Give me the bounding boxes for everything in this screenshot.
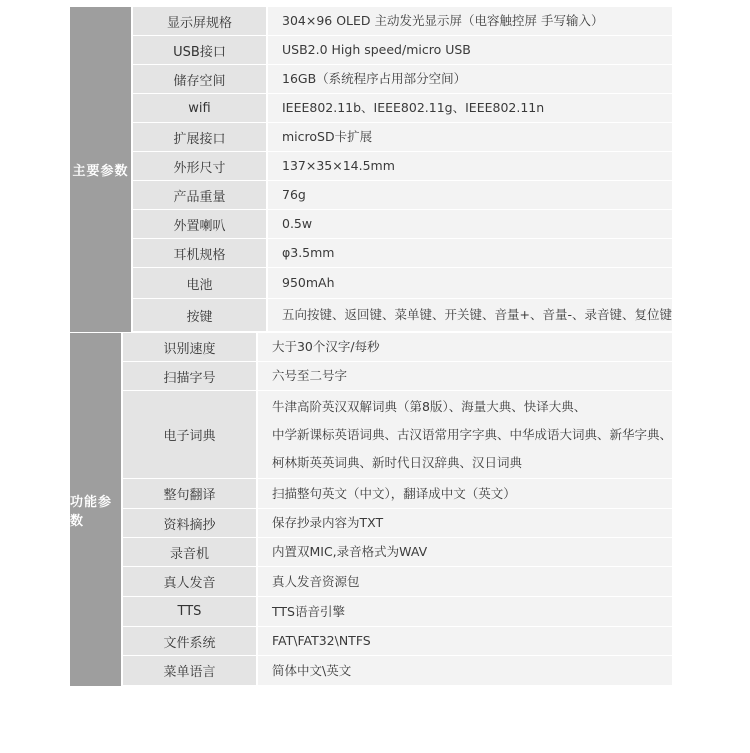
section-label: 主要参数 xyxy=(70,7,133,332)
spec-row-human-voice xyxy=(123,567,672,597)
spec-name: 按键 xyxy=(133,299,268,331)
spec-value xyxy=(268,210,672,238)
spec-value-line: TTS语音引擎 xyxy=(271,603,345,619)
spec-value-line: 简体中文\英文 xyxy=(271,662,352,678)
spec-value xyxy=(268,181,672,209)
spec-name: 显示屏规格 xyxy=(133,7,268,35)
spec-row-battery xyxy=(133,268,672,299)
spec-name: 录音机 xyxy=(123,538,258,566)
spec-value-line: 950mAh xyxy=(282,275,335,290)
spec-name: USB接口 xyxy=(133,36,268,64)
spec-name: 资料摘抄 xyxy=(123,509,258,537)
spec-value xyxy=(258,333,672,361)
spec-value xyxy=(258,479,672,508)
spec-row-earphone xyxy=(133,239,672,268)
spec-row-usb xyxy=(133,36,672,65)
spec-row-dictionaries xyxy=(123,391,672,479)
spec-value-line: 304×96 OLED 主动发光显示屏（电容触控屏 手写输入） xyxy=(282,13,604,28)
spec-value-line: 扫描整句英文（中文），翻译成中文（英文） xyxy=(271,485,516,501)
spec-name: wifi xyxy=(133,94,268,122)
spec-value xyxy=(258,391,672,478)
spec-row-recognition-speed xyxy=(123,333,672,362)
spec-value-line: microSD卡扩展 xyxy=(282,129,373,144)
spec-row-scan-font-size xyxy=(123,362,672,391)
spec-value-line: 内置双MIC,录音格式为WAV xyxy=(271,544,428,559)
spec-row-recorder xyxy=(123,538,672,567)
spec-value xyxy=(268,94,672,122)
spec-name: 扫描字号 xyxy=(123,362,258,390)
spec-table xyxy=(70,7,672,687)
spec-value xyxy=(268,239,672,267)
spec-value-line: 0.5w xyxy=(282,216,313,231)
spec-value-line: 柯林斯英英词典、新时代日汉辞典、汉日词典 xyxy=(271,454,522,470)
spec-value xyxy=(268,268,672,298)
spec-name: 储存空间 xyxy=(133,65,268,93)
spec-name: 耳机规格 xyxy=(133,239,268,267)
spec-value xyxy=(258,509,672,537)
spec-name: 扩展接口 xyxy=(133,123,268,151)
spec-value xyxy=(268,65,672,93)
section-main-params xyxy=(70,7,672,333)
spec-value-line: 牛津高阶英汉双解词典（第8版）、海量大典、快译大典、 xyxy=(271,398,587,414)
spec-value xyxy=(258,656,672,685)
spec-value-line: 五向按键、返回键、菜单键、开关键、音量+、音量-、录音键、复位键 xyxy=(282,307,672,322)
spec-name: 整句翻译 xyxy=(123,479,258,508)
spec-row-wifi xyxy=(133,94,672,123)
spec-row-dimensions xyxy=(133,152,672,181)
spec-value xyxy=(258,627,672,655)
spec-value-line: 中学新课标英语词典、古汉语常用字字典、中华成语大词典、新华字典、 xyxy=(271,426,672,442)
section-rows xyxy=(123,333,672,686)
spec-name: 识别速度 xyxy=(123,333,258,361)
spec-row-sentence-translation xyxy=(123,479,672,509)
spec-row-buttons xyxy=(133,299,672,332)
spec-value-line: 大于30个汉字/每秒 xyxy=(271,339,380,354)
spec-name: 外形尺寸 xyxy=(133,152,268,180)
spec-name: 电子词典 xyxy=(123,391,258,478)
spec-name: 外置喇叭 xyxy=(133,210,268,238)
section-rows xyxy=(133,7,672,332)
spec-row-expansion xyxy=(133,123,672,152)
spec-value xyxy=(268,152,672,180)
spec-value xyxy=(268,123,672,151)
spec-name: 文件系统 xyxy=(123,627,258,655)
spec-value-line: 137×35×14.5mm xyxy=(282,158,395,173)
spec-row-speaker xyxy=(133,210,672,239)
spec-row-tts xyxy=(123,597,672,627)
spec-value-line: φ3.5mm xyxy=(282,245,335,260)
spec-value-line: IEEE802.11b、IEEE802.11g、IEEE802.11n xyxy=(282,100,545,115)
spec-name: TTS xyxy=(123,597,258,626)
spec-value-line: USB2.0 High speed/micro USB xyxy=(282,42,471,57)
spec-row-display xyxy=(133,7,672,36)
spec-row-menu-language xyxy=(123,656,672,686)
spec-value xyxy=(258,567,672,596)
spec-value xyxy=(258,362,672,390)
spec-name: 菜单语言 xyxy=(123,656,258,685)
spec-row-excerpt xyxy=(123,509,672,538)
section-label: 功能参数 xyxy=(70,333,123,686)
section-function-params xyxy=(70,333,672,687)
spec-row-weight xyxy=(133,181,672,210)
spec-value xyxy=(268,299,672,331)
spec-value xyxy=(258,597,672,626)
spec-name: 产品重量 xyxy=(133,181,268,209)
spec-row-storage xyxy=(133,65,672,94)
spec-row-file-system xyxy=(123,627,672,656)
spec-value xyxy=(268,36,672,64)
spec-name: 真人发音 xyxy=(123,567,258,596)
spec-name: 电池 xyxy=(133,268,268,298)
spec-value xyxy=(258,538,672,566)
spec-value-line: 76g xyxy=(282,187,306,202)
spec-value-line: 16GB（系统程序占用部分空间） xyxy=(282,71,467,86)
spec-value xyxy=(268,7,672,35)
spec-value-line: 真人发音资源包 xyxy=(271,573,360,589)
spec-value-line: 保存抄录内容为TXT xyxy=(271,515,384,530)
spec-value-line: 六号至二号字 xyxy=(271,368,347,383)
spec-value-line: FAT\FAT32\NTFS xyxy=(271,633,371,648)
